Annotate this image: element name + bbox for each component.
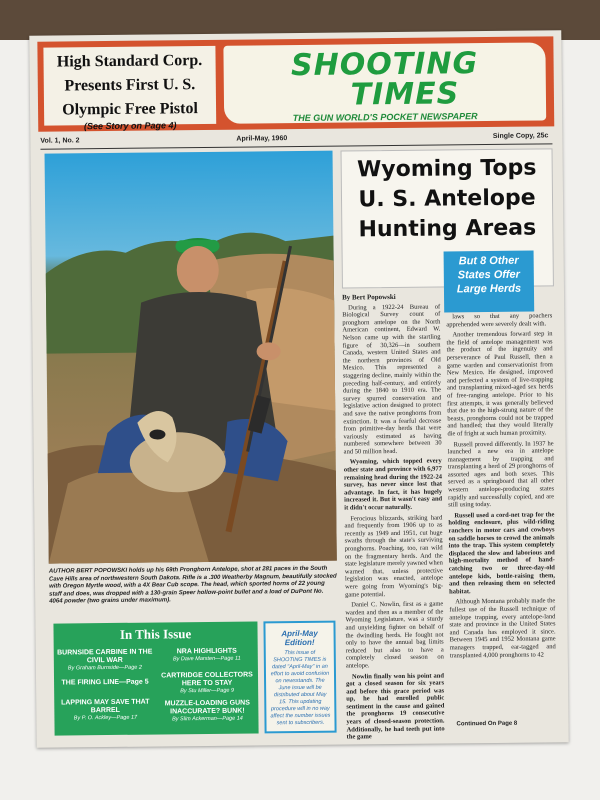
issue-item-title: NRA HIGHLIGHTS <box>176 647 237 656</box>
in-this-issue-box <box>53 621 258 735</box>
edition-text: This issue of SHOOTING TIMES is dated "April-May" in an effort to avoid confusion on newsstands. The June issue will be distributed about May 15. This updating procedure will in no way affect the number issues sent to subscribers. <box>270 649 331 727</box>
logo-line-1: SHOOTING <box>290 46 479 84</box>
article-column-1 <box>342 292 445 741</box>
article-paragraph: Russell used a cord-net trap for the holding enclosure, plus wild-riding ranchers in motor cars and cowboys on saddle horses to crowd the animals into the trap. This system completely displaced the slow and laborious and high-mortality method of hand-catching two or three-day-old antelope kids, bottle-raising them, and then releasing them on selected habitat. <box>448 511 556 596</box>
issue-item-title: THE FIRING LINE—Page 5 <box>61 678 149 687</box>
issue-item-title: MUZZLE-LOADING GUNS INACCURATE? BUNK! <box>164 699 250 716</box>
continued-note: Continued On Page 8 <box>456 720 518 728</box>
promo-line: Presents First U. S. <box>64 76 196 95</box>
issue-item-title: LAPPING MAY SAVE THAT BARREL <box>61 698 150 715</box>
volume: Vol. 1, No. 2 <box>40 137 80 145</box>
subhead-line: Large Herds <box>456 282 522 296</box>
issue-item <box>158 671 256 695</box>
tagline: THE GUN WORLD'S POCKET NEWSPAPER <box>292 111 478 124</box>
article-paragraph: Wyoming, which topped every other state and province with 6,977 remaining head during the 1922-24 survey, has never since lost that advantage. In fact, it has hugely increased it. But it wasn't easy and it didn't occur naturally. <box>343 457 443 512</box>
subhead-line: States Offer <box>457 268 520 282</box>
issue-item <box>56 649 154 673</box>
article-paragraph: Ferocious blizzards, striking hard and frequently from 1906 up to as recently as 1949 and 1951, cut huge swaths through the state's surviving pronghorns. Poaching, too, ran wild on the fragmentary herds. And the state legislature merely yawned when warned that, unless protective legislation was enacted, antelope were going from Wyoming's big-game potential. <box>344 514 444 599</box>
issue-item <box>56 679 154 688</box>
photo-illustration <box>45 151 337 564</box>
article-paragraph: laws so that any poachers apprehended were severely dealt with. <box>446 312 553 329</box>
headline-line: Hunting Areas <box>358 215 537 243</box>
issue-item <box>158 647 256 663</box>
article-paragraph: Nowlin finally won his point and got a closed season for six years and before this grace period was up, he had enrolled public sentiment in the cause and gained the pronghorns 19 consecutive years of closed-season protection. Additionally, he had teeth put into the game <box>346 671 445 741</box>
issue-item-author: By Graham Burnside—Page 2 <box>67 664 142 672</box>
subhead-box <box>444 251 535 313</box>
issue-item-title: BURNSIDE CARBINE IN THE CIVIL WAR <box>57 648 153 665</box>
issue-item <box>158 699 256 723</box>
article-paragraph: Russell proved differently. In 1937 he launched a new era in antelope management by trapping and transplanting a herd of 29 pronghorns of assorted ages and both sexes. This served as a springboard that all other western antelope-producing states rapidly and successfully copied, and are still using today. <box>447 439 555 509</box>
issue-date: April-May, 1960 <box>236 135 288 143</box>
headline-line: U. S. Antelope <box>358 185 536 213</box>
article-paragraph: Another tremendous forward step in the field of antelope management was the product of the ingenuity and perseverance of Paul Russell, then a game warden and conservationist from New Mexico. He designed, improved and perfected a system of live-trapping and transplanting mixed-aged sex herds of free-ranging antelope. Prior to his first attempts, it was generally believed that due to the high-strung nature of the beasts, pronghorns could not be trapped and handled; that they would literally die of fright at such human proximity. <box>446 330 554 438</box>
article-paragraph: Daniel C. Nowlin, first as a game warden and then as a member of the Wyoming Legislature, was a sturdy and unyielding fighter on behalf of the dwindling herds. He fought not only to have the annual bag limits reduced but also to have a completely closed season on antelope. <box>345 600 444 670</box>
photo-caption: AUTHOR BERT POPOWSKI holds up his 69th Pronghorn Antelope, shot at 281 paces in the South Cave Hills area of northwestern South Dakota. Rifle is a .300 Weatherby Magnum, beautifully stocked with Oregon Myrtle wood, with a 4X Bear Cub scope. The head, which sported horns of 22 young staff and does, was dropped with a 130-grain Speer hollow-point bullet and a load of DuPont No. 4064 powder (two grains under maximum). <box>48 565 337 605</box>
issue-item <box>56 699 154 723</box>
byline: By Bert Popowski <box>342 292 396 302</box>
issue-item-author: By P. O. Ackley—Page 17 <box>73 714 138 722</box>
article-paragraph: During a 1922-24 Bureau of Biological Survey count of pronghorn antelope on the North American continent, Edward W. Nelson came up with the startling figure of 30,326—in southern Canada, western United States and the northern provinces of Old Mexico. This represented a staggering decline, mainly within the preceding half-century, and entirely during the 1840 to 1910 era. The survey spurred conservation and legislative action designed to protect and save the native pronghorns from extinction. It was a fearful decrease from primitive-day herds that were variously estimated as having numbered somewhere between 30 and 50 million head. <box>342 303 442 456</box>
issue-item-author: By Stu Miller—Page 9 <box>180 687 235 695</box>
price: Single Copy, 25c <box>492 132 549 140</box>
subhead-line: But 8 Other <box>458 254 519 268</box>
issue-item-author: By Dave Marsten—Page 11 <box>172 655 241 663</box>
in-this-issue-title: In This Issue <box>119 626 192 642</box>
issue-item-author: By Slim Ackerman—Page 14 <box>172 715 243 723</box>
issue-item-title: CARTRIDGE COLLECTORS HERE TO STAY <box>161 671 253 688</box>
promo-note: (See Story on Page 4) <box>83 120 177 132</box>
masthead <box>37 36 554 131</box>
cover-photo <box>45 151 337 564</box>
headline-line: Wyoming Tops <box>356 155 537 183</box>
logo-line-2: TIMES <box>350 76 460 113</box>
logo-box <box>223 42 546 123</box>
promo-box <box>43 46 216 132</box>
article-paragraph: Although Montana probably made the fullest use of the Russell technique of antelope trapping, every antelope-land state and province in the United States and Canada has employed it since. Between 1945 and 1952 Montana game managers trapped, ear-tagged and transplanted 4,000 pronghorns to 42 <box>449 597 556 659</box>
logo <box>223 48 546 111</box>
newspaper <box>29 30 568 748</box>
promo-line: Olympic Free Pistol <box>62 100 198 119</box>
promo-line: High Standard Corp. <box>56 51 203 71</box>
edition-box <box>263 621 336 734</box>
article-column-2 <box>446 312 556 717</box>
edition-title: April-May Edition! <box>281 628 318 648</box>
